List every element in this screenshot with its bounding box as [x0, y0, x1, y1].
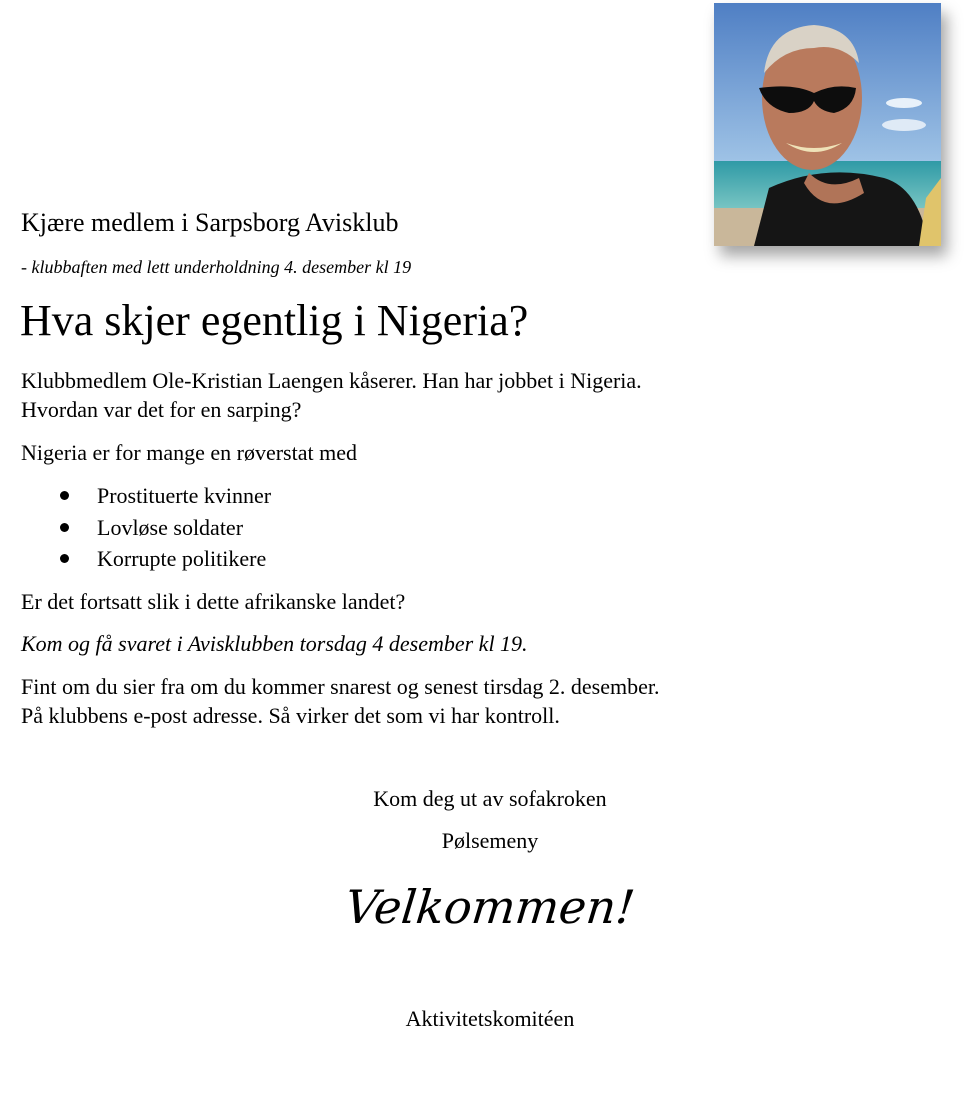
rsvp-paragraph [21, 672, 660, 730]
rsvp-line-1: Fint om du sier fra om du kommer snarest og senest tirsdag 2. desember. [21, 674, 660, 699]
menu-text: Pølsemeny [441, 828, 539, 853]
headline: Hva skjer egentlig i Nigeria? [20, 296, 529, 345]
signature: Aktivitetskomitéen [405, 1006, 575, 1031]
list-item-text: Lovløse soldater [97, 514, 244, 540]
event-subline: - klubbaften med lett underholdning 4. desember kl 19 [21, 257, 412, 277]
portrait-photo [714, 3, 941, 246]
question-text: Er det fortsatt slik i dette afrikanske landet? [21, 589, 406, 614]
intro-paragraph [21, 366, 642, 424]
list-item-text: Prostituerte kvinner [97, 483, 272, 508]
list-intro: Nigeria er for mange en røverstat med [21, 440, 357, 465]
bullet-icon [60, 554, 69, 563]
tagline: Kom deg ut av sofakroken [373, 786, 607, 811]
rsvp-line-2: På klubbens e-post adresse. Så virker det som vi har kontroll. [21, 703, 560, 728]
invite-text: Kom og få svaret i Avisklubben torsdag 4 desember kl 19. [21, 631, 528, 656]
list-item [21, 481, 271, 513]
bullet-list [21, 481, 271, 576]
intro-line-1: Klubbmedlem Ole-Kristian Laengen kåserer. Han har jobbet i Nigeria. [21, 368, 642, 393]
greeting: Kjære medlem i Sarpsborg Avisklub [21, 208, 399, 237]
list-item-text: Korrupte politikere [97, 546, 267, 571]
bullet-icon [60, 491, 69, 500]
list-item [21, 513, 271, 545]
intro-line-2: Hvordan var det for en sarping? [21, 397, 302, 422]
welcome-text: Velkommen! [342, 880, 638, 934]
bullet-icon [60, 523, 69, 532]
list-item [21, 544, 271, 576]
portrait-image [714, 3, 941, 246]
